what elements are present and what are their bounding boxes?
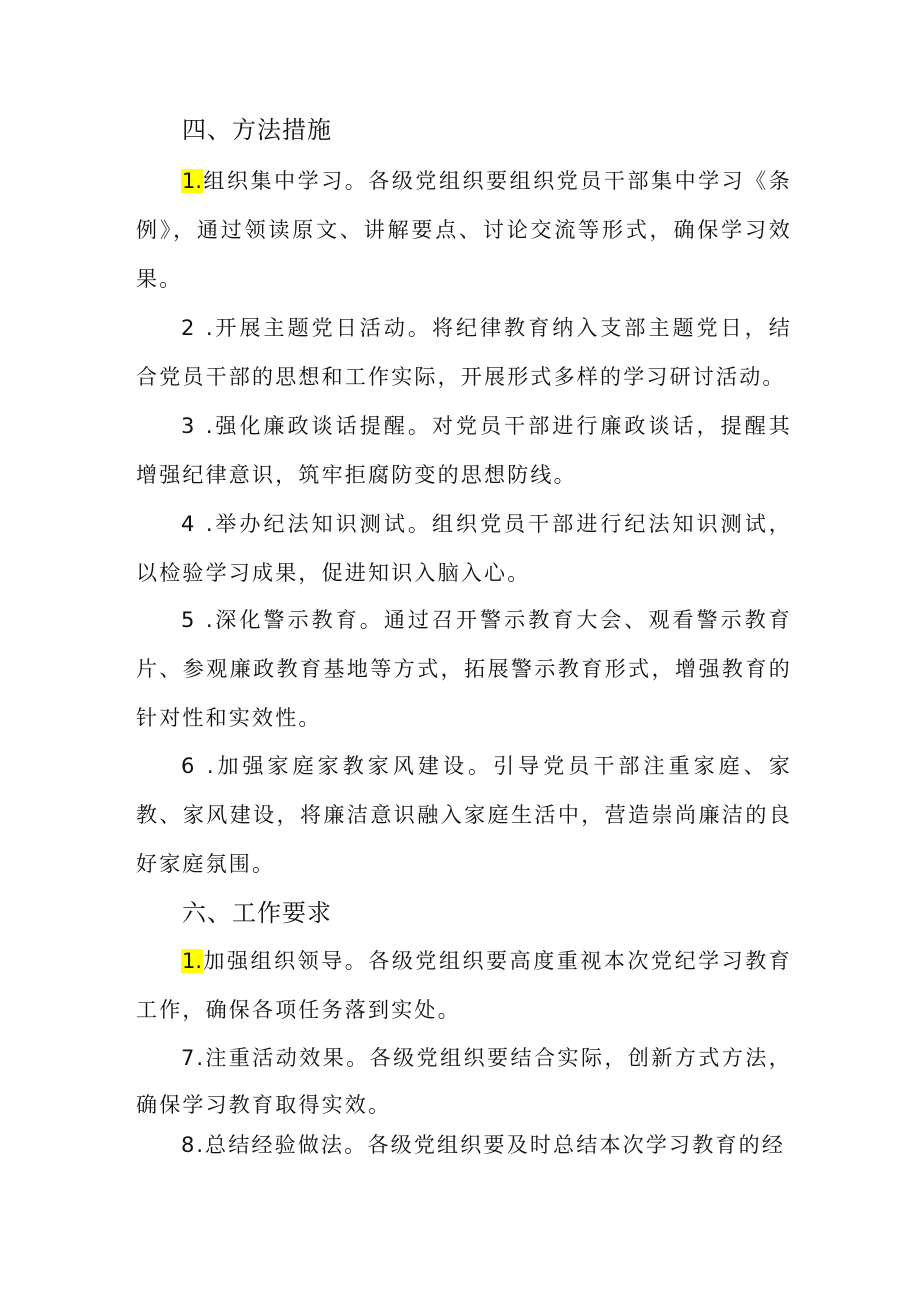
method-item-3 xyxy=(136,402,792,500)
item-text: 组织集中学习。各级党组织要组织党员干部集中学习《条例》，通过领读原文、讲解要点、讨论交流等形式，确保学习效果。 xyxy=(136,169,792,291)
item-number: 7. xyxy=(181,1046,206,1070)
item-text: 深化警示教育。通过召开警示教育大会、观看警示教育片、参观廉政教育基地等方式，拓展警示教育形式，增强教育的针对性和实效性。 xyxy=(136,608,792,730)
requirement-item-8 xyxy=(136,1121,792,1170)
method-item-6 xyxy=(136,742,792,889)
item-text: 注重活动效果。各级党组织要结合实际，创新方式方法，确保学习教育取得实效。 xyxy=(136,1046,792,1117)
item-number: 4 . xyxy=(181,512,215,536)
item-number: 6 . xyxy=(181,754,216,778)
item-number: 1. xyxy=(182,949,203,973)
section-heading-requirements: 六、工作要求 xyxy=(182,899,332,927)
item-text: 总结经验做法。各级党组织要及时总结本次学习教育的经 xyxy=(205,1133,786,1157)
item-number: 3 . xyxy=(181,414,215,438)
item-number: 2 . xyxy=(181,316,215,340)
item-number: 1. xyxy=(182,169,203,193)
item-number: 5 . xyxy=(181,608,215,632)
item-text: 举办纪法知识测试。组织党员干部进行纪法知识测试，以检验学习成果，促进知识入脑入心。 xyxy=(136,512,792,585)
requirement-item-1 xyxy=(136,937,792,1035)
item-text: 加强家庭家教家风建设。引导党员干部注重家庭、家教、家风建设，将廉洁意识融入家庭生活中，营造崇尚廉洁的良好家庭氛围。 xyxy=(136,754,792,876)
method-item-4 xyxy=(136,500,792,598)
item-text: 强化廉政谈话提醒。对党员干部进行廉政谈话，提醒其增强纪律意识，筑牢拒腐防变的思想防线。 xyxy=(136,414,792,487)
requirement-item-7 xyxy=(136,1035,792,1129)
method-item-2 xyxy=(136,304,792,402)
item-text: 开展主题党日活动。将纪律教育纳入支部主题党日，结合党员干部的思想和工作实际，开展形式多样的学习研讨活动。 xyxy=(136,316,792,389)
section-heading-methods: 四、方法措施 xyxy=(182,116,332,144)
item-text: 加强组织领导。各级党组织要高度重视本次党纪学习教育工作，确保各项任务落到实处。 xyxy=(136,949,792,1022)
method-item-5 xyxy=(136,596,792,743)
method-item-1 xyxy=(136,157,792,304)
item-number: 8. xyxy=(181,1133,206,1157)
